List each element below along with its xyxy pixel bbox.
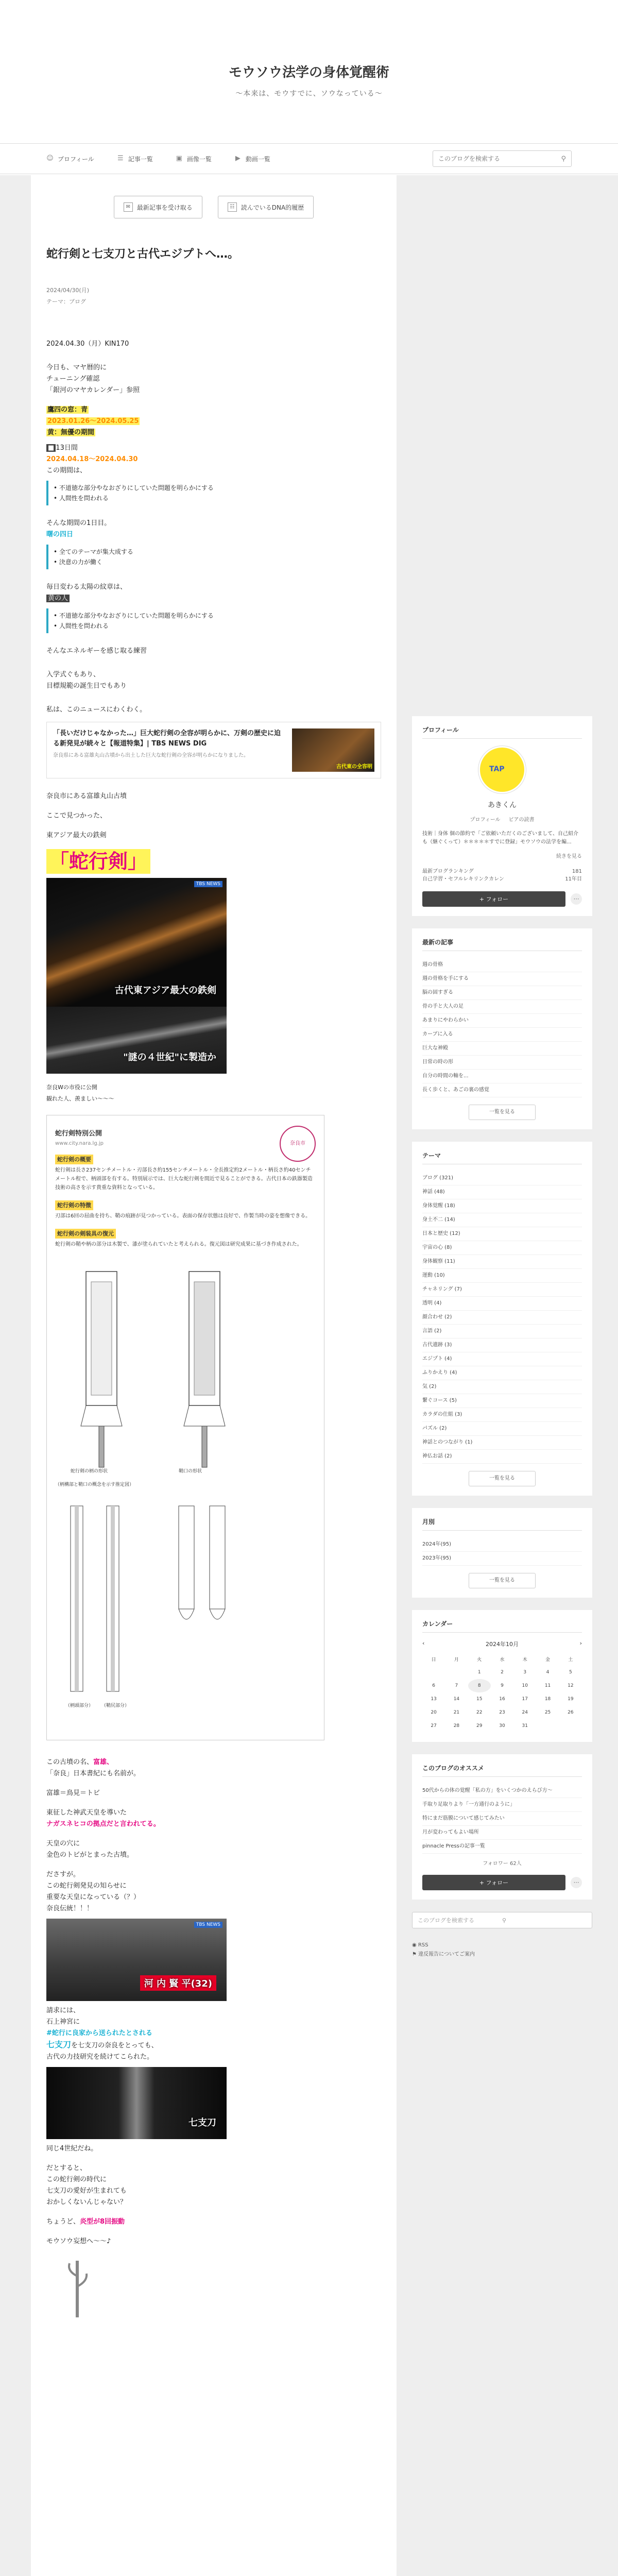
more-options-icon[interactable]: ⋯ xyxy=(571,893,582,905)
seen-text: ここで見つかった、 xyxy=(46,812,107,820)
theme-item[interactable]: ブログ (321) xyxy=(422,1172,582,1185)
theme-item[interactable]: 神話 (48) xyxy=(422,1185,582,1199)
calendar-weekday: 金 xyxy=(545,1657,551,1663)
recommend-item[interactable]: 手取り足取りより「一方通行のように」 xyxy=(422,1798,582,1812)
ranking-count: 181 xyxy=(572,869,582,874)
calendar-day xyxy=(559,1719,582,1733)
prev-month-icon[interactable]: ‹ xyxy=(422,1640,425,1647)
calendar-day[interactable]: 29 xyxy=(476,1723,483,1728)
main-column xyxy=(31,175,397,2576)
site-description: ～本来は、モウすでに、ソウなっている～ xyxy=(235,90,383,98)
calendar-day[interactable]: 15 xyxy=(476,1697,483,1702)
energy-text: そんなエネルギーを感じ取る練習 xyxy=(46,647,147,655)
post-date: 2024.04.30（月）KIN170 xyxy=(46,340,129,348)
diagram-label: 蛇行剣の柄の形状 xyxy=(71,1469,108,1474)
day13-label: 13日間 xyxy=(56,444,78,452)
calendar-day[interactable]: 13 xyxy=(431,1697,437,1702)
photo-watermark: TBS NEWS xyxy=(194,881,222,887)
calendar-day[interactable]: 27 xyxy=(431,1723,437,1728)
calendar-day[interactable]: 28 xyxy=(453,1723,460,1728)
museum-url: www.city.nara.lg.jp xyxy=(55,1141,104,1146)
after-text: 七支刀の愛好が生まれても xyxy=(46,2187,127,2195)
after-text: 天皇の穴に xyxy=(46,1840,80,1848)
calendar-day[interactable]: 23 xyxy=(499,1710,505,1715)
calendar-day[interactable]: 1 xyxy=(477,1670,481,1675)
widget-heading: カレンダー xyxy=(422,1619,582,1633)
recent-item[interactable]: 週の骨格 xyxy=(422,958,582,972)
after-text: おかしくないんじゃない？ xyxy=(46,2198,127,2206)
after-text: #蛇行に良家から送られたとされる xyxy=(46,2029,152,2037)
after-text: 古代の力技研究を続けてこられた。 xyxy=(46,2053,154,2061)
seven-branched-sword-photo[interactable] xyxy=(46,2067,227,2139)
theme-item[interactable]: チャネリング (7) xyxy=(422,1283,582,1297)
recent-item[interactable]: 骨の手と大人の足 xyxy=(422,1000,582,1014)
theme-item[interactable]: 身体覚醒 (18) xyxy=(422,1199,582,1213)
museum-section-heading: 蛇行剣の剣装具の復元 xyxy=(55,1229,116,1239)
share-row xyxy=(46,196,381,218)
calendar-day[interactable]: 18 xyxy=(544,1697,551,1702)
ranking-row xyxy=(422,868,582,883)
calendar-day[interactable]: 16 xyxy=(499,1697,505,1702)
sword-diagram-2 xyxy=(55,1496,333,1733)
theme-item[interactable]: 神話とのつながり (1) xyxy=(422,1436,582,1450)
calendar-day[interactable]: 6 xyxy=(432,1683,435,1688)
rss-link[interactable]: ◉ RSS xyxy=(412,1942,428,1948)
after-text: この蛇行剣発見の知らせに xyxy=(46,1882,127,1890)
interview-photo[interactable] xyxy=(46,1919,227,2001)
sword-photo-2[interactable] xyxy=(46,1007,227,1074)
dna-history-button[interactable]: ☷ 読んでいるDNA的履歴 xyxy=(218,196,314,218)
today-text-2: 曙の四日 xyxy=(46,531,74,538)
intro-line: チューニング確認 xyxy=(46,375,100,383)
calendar-weekday: 土 xyxy=(568,1657,573,1663)
news-link-card[interactable] xyxy=(46,722,381,778)
theme-widget xyxy=(412,1142,592,1496)
quote-block xyxy=(46,481,381,505)
recent-list-button[interactable]: 一覧を見る xyxy=(469,1105,536,1120)
museum-intro: 観れた人、羨ましい〜〜〜 xyxy=(46,1095,114,1102)
ranking-days: 11年目 xyxy=(565,876,582,882)
news-title: 「長いだけじゃなかった…」巨大蛇行剣の全容が明らかに、万剣の歴史に迫る新発見が続々と【報道特集】| TBS NEWS DIG xyxy=(53,730,281,748)
sword-diagram-1 xyxy=(55,1261,333,1478)
intro-line: 「銀河のマヤカレンダー」参照 xyxy=(46,386,140,394)
quote-item: • 不道徳な部分やなおざりにしていた問題を明らかにする xyxy=(54,611,376,621)
calendar-day[interactable]: 14 xyxy=(453,1697,460,1702)
quote-block xyxy=(46,608,381,633)
calendar-week xyxy=(422,1679,582,1692)
entry-date: 2024/04/30(月) xyxy=(46,287,89,294)
widget-heading: このブログのオススメ xyxy=(422,1764,582,1777)
calendar-day[interactable]: 17 xyxy=(522,1697,528,1702)
diagram-label: （柄頭部分） xyxy=(65,1703,94,1708)
entry-meta xyxy=(46,285,381,308)
calendar-day[interactable]: 5 xyxy=(569,1670,572,1675)
site-header xyxy=(0,0,618,134)
calendar-day xyxy=(445,1666,468,1679)
theme-item[interactable]: 繋ぐコース (5) xyxy=(422,1394,582,1408)
bell-icon: ✉ xyxy=(124,202,133,212)
next-month-icon[interactable]: › xyxy=(579,1640,582,1647)
recommend-item[interactable]: 特にまだ筋膜について感じてみたい xyxy=(422,1812,582,1826)
reader-link[interactable]: ビアの読書 xyxy=(508,817,535,823)
theme-item[interactable]: エジプト (4) xyxy=(422,1352,582,1366)
calendar-weekday: 木 xyxy=(522,1657,527,1663)
quote-item: • 不道徳な部分やなおざりにしていた問題を明らかにする xyxy=(54,483,376,493)
calendar-weekday: 月 xyxy=(454,1657,459,1663)
after-text: ださすが。 xyxy=(46,1871,80,1878)
widget-heading: 月別 xyxy=(422,1517,582,1531)
news-thumbnail: 古代東の全容明 xyxy=(292,728,374,772)
after-text: 同じ4世紀だね。 xyxy=(46,2145,98,2153)
after-text: この古墳の名、富雄、 xyxy=(46,1758,114,1766)
calendar-weekday: 日 xyxy=(431,1657,436,1663)
calendar-table xyxy=(422,1652,582,1733)
global-nav xyxy=(0,143,618,174)
archive-item[interactable]: 2023年(95) xyxy=(422,1552,582,1566)
profile-link[interactable]: プロフィール xyxy=(470,817,501,823)
after-text: 奈良伝統！！！ xyxy=(46,1905,94,1912)
intro-line: 今日も、マヤ暦的に xyxy=(46,364,107,371)
after-text: ちょうど、炎型が8回振動 xyxy=(46,2218,125,2226)
archive-item[interactable]: 2024年(95) xyxy=(422,1538,582,1552)
diagram-note: （柄構部と鞘口の概念を示す推定図） xyxy=(55,1482,134,1487)
calendar-weekday: 水 xyxy=(500,1657,505,1663)
after-text: 石上神宮に xyxy=(46,2018,80,2026)
wave-label: 黄：無優の期間 xyxy=(47,429,95,436)
user-icon: ☺ xyxy=(46,155,54,162)
calendar-day[interactable]: 26 xyxy=(568,1710,574,1715)
calendar-day[interactable]: 9 xyxy=(501,1683,504,1688)
sword-photo-1[interactable] xyxy=(46,878,227,1007)
calendar-day[interactable]: 24 xyxy=(522,1710,528,1715)
news-summary: 奈良県にある富雄丸山古墳から出土した巨大な蛇行剣の全容が明らかになりました。 xyxy=(53,753,249,758)
archive-widget xyxy=(412,1508,592,1598)
widget-heading: プロフィール xyxy=(422,725,582,739)
recommend-item[interactable]: 月が変わってもよい場所 xyxy=(422,1826,582,1840)
museum-title: 蛇行剣特別公開 xyxy=(55,1130,102,1138)
museum-section-heading: 蛇行剣の特徴 xyxy=(55,1200,93,1210)
rss-icon: ◉ xyxy=(412,1942,418,1948)
today-text: そんな期間の1日目。 xyxy=(46,519,111,527)
image-icon: ▣ xyxy=(176,155,182,162)
recommend-widget xyxy=(412,1754,592,1900)
calendar-day[interactable]: 30 xyxy=(499,1723,505,1728)
list-icon: ☰ xyxy=(117,155,124,162)
calendar-weekday: 火 xyxy=(477,1657,482,1663)
recent-item[interactable]: 週の骨格を手にする xyxy=(422,972,582,986)
calendar-day[interactable]: 4 xyxy=(546,1670,550,1675)
nav-search-box[interactable] xyxy=(433,150,572,167)
calendar-week xyxy=(422,1692,582,1706)
theme-item[interactable]: ふりかえり (4) xyxy=(422,1366,582,1380)
theme-item[interactable]: カラダの仕組 (3) xyxy=(422,1408,582,1422)
theme-item[interactable]: 日本と歴史 (12) xyxy=(422,1227,582,1241)
museum-section-text: 蛇行剣の鞘や柄の部分は木製で、漆が塗られていたと考えられる。復元図は研究成果に基づき作成された。 xyxy=(55,1242,302,1247)
theme-item[interactable]: 気 (2) xyxy=(422,1380,582,1394)
calendar-day[interactable]: 8 xyxy=(468,1679,491,1692)
entry-title[interactable]: 蛇行剣と七支刀と古代エジプトへ…。 xyxy=(46,248,239,261)
after-text: 金色のトビがとまった古墳。 xyxy=(46,1851,134,1859)
recent-widget xyxy=(412,928,592,1129)
nav-item-videos[interactable]: ▶ 動画一覧 xyxy=(235,155,270,163)
calendar-widget xyxy=(412,1610,592,1742)
recommend-item[interactable]: 50代からの体の覚醒「私の方」をいくつかのえらび方〜 xyxy=(422,1784,582,1798)
avatar[interactable]: TAP xyxy=(478,746,526,793)
photo-watermark: TBS NEWS xyxy=(194,1922,222,1928)
quote-item: • 決意の力が働く xyxy=(54,557,376,567)
nav-item-images[interactable]: ▣ 画像一覧 xyxy=(176,155,212,163)
theme-item[interactable]: 古代遺跡 (3) xyxy=(422,1338,582,1352)
sidebar-search-placeholder: このブログを検索する xyxy=(418,1917,474,1924)
report-link[interactable]: ⚑ 違反報告についてご案内 xyxy=(412,1952,475,1957)
calendar-day[interactable]: 3 xyxy=(523,1670,527,1675)
after-text: ナガスネヒコの拠点だと言われてる。 xyxy=(46,1820,160,1828)
subscribe-button[interactable]: ✉ 最新記事を受け取る xyxy=(114,196,202,218)
sun-text: 毎日変わる太陽の紋章は、 xyxy=(46,583,127,591)
calendar-day[interactable]: 31 xyxy=(522,1723,528,1728)
calendar-title: 2024年10月 xyxy=(486,1641,519,1648)
theme-list-button[interactable]: 一覧を見る xyxy=(469,1471,536,1486)
theme-item[interactable]: 言語 (2) xyxy=(422,1325,582,1338)
calendar-day[interactable]: 19 xyxy=(568,1697,574,1702)
recent-item[interactable]: 自分の時間の軸を... xyxy=(422,1070,582,1083)
quote-item: • 人間性を問われる xyxy=(54,493,376,503)
calendar-day[interactable]: 25 xyxy=(544,1710,551,1715)
archive-list-button[interactable]: 一覧を見る xyxy=(469,1573,536,1588)
photo-caption: 河 内 賢 平(32) xyxy=(140,1975,216,1991)
day13-badge: ■ xyxy=(46,444,56,452)
more-link[interactable]: 続きを見る xyxy=(556,854,582,859)
calendar-day[interactable]: 10 xyxy=(522,1683,528,1688)
museum-section-heading: 蛇行剣の概要 xyxy=(55,1155,93,1164)
photo-caption: "謎の４世紀"に製造か xyxy=(123,1052,216,1063)
date-range-2: 2024.04.18〜2024.04.30 xyxy=(46,455,138,463)
museum-link-card[interactable] xyxy=(46,1115,324,1740)
calendar-day[interactable]: 11 xyxy=(544,1683,551,1688)
flag-icon: ⚑ xyxy=(412,1952,419,1957)
sidebar-search-box[interactable] xyxy=(412,1912,592,1928)
date-range-1: 2023.01.26〜2024.05.25 xyxy=(47,417,139,425)
after-text: だとすると、 xyxy=(46,2164,87,2172)
follow-button[interactable]: + フォロー xyxy=(422,1875,565,1890)
photo-caption: 古代東アジア最大の鉄剣 xyxy=(114,985,216,996)
search-icon[interactable]: ⚲ xyxy=(561,155,566,163)
calendar-day[interactable]: 22 xyxy=(476,1710,483,1715)
follow-button[interactable]: + フォロー xyxy=(422,891,565,907)
sidebar xyxy=(412,716,592,1959)
search-icon[interactable]: ⚲ xyxy=(502,1917,507,1924)
museum-section-text: 刃部は6回の屈曲を持ち、鞘の痕跡が見つかっている。表面の保存状態は良好で、作製当時の姿を想像できる。 xyxy=(55,1213,311,1219)
calendar-day[interactable]: 12 xyxy=(568,1683,574,1688)
sheath-drawing xyxy=(55,1496,333,1717)
ranking-link[interactable]: 最新ブログランキング xyxy=(422,869,474,874)
theme-item[interactable]: 透明 (4) xyxy=(422,1297,582,1311)
theme-item[interactable]: 身土不二 (14) xyxy=(422,1213,582,1227)
recent-item[interactable]: 脳の固すぎる xyxy=(422,986,582,1000)
east-text: 東アジア最大の鉄剣 xyxy=(46,832,107,839)
recent-item[interactable]: 長く歩くと、あごの裏の感覚 xyxy=(422,1083,582,1097)
nav-item-profile[interactable]: ☺ プロフィール xyxy=(46,155,94,163)
follower-count: フォロワー 62人 xyxy=(483,1861,522,1867)
after-text: 「奈良」日本書紀にも名前が。 xyxy=(46,1770,141,1777)
calendar-day[interactable]: 21 xyxy=(453,1710,460,1715)
theme-item[interactable]: 顔合わせ (2) xyxy=(422,1311,582,1325)
museum-section-text: 蛇行剣は長さ237センチメートル・刃部長さ約155センチメートル・全長推定約2メートル・柄長さ約40センチメートル程で、柄頭部を有する。特別展示では、巨大な蛇行剣を間近で見ることができる。古代日本の鉄器製造技術の高さを示す貴重な資料となっている。 xyxy=(55,1167,313,1191)
museum-intro: 奈良Wの市役に公開 xyxy=(46,1084,97,1091)
after-text: モウソウ妄想へ〜〜♪ xyxy=(46,2238,111,2245)
photo-caption: 七支刀 xyxy=(188,2117,216,2128)
calendar-day[interactable]: 2 xyxy=(501,1670,504,1675)
diagram-label: 鞘口の形状 xyxy=(179,1469,202,1474)
calendar-day[interactable]: 20 xyxy=(431,1710,437,1715)
more-options-icon[interactable]: ⋯ xyxy=(571,1877,582,1888)
calendar-week xyxy=(422,1666,582,1679)
after-text: 請求には、 xyxy=(46,2007,80,2014)
big-sword-heading: 「蛇行剣」 xyxy=(46,849,150,874)
footer-links xyxy=(412,1941,592,1959)
quote-item: • 全てのテーマが集大成する xyxy=(54,547,376,557)
moon-text: 入学式ぐもあり、 xyxy=(46,671,100,679)
moon-text: 目標規範の誕生日でもあり xyxy=(46,682,127,690)
nav-item-articles[interactable]: ☰ 記事一覧 xyxy=(117,155,153,163)
theme-item[interactable]: パズル (2) xyxy=(422,1422,582,1436)
calendar-week xyxy=(422,1719,582,1733)
entry-category[interactable]: テーマ：ブログ xyxy=(46,298,86,305)
quote-block xyxy=(46,545,381,569)
recent-item[interactable]: 巨大な神殿 xyxy=(422,1042,582,1056)
place-text: 奈良市にある富雄丸山古墳 xyxy=(46,792,127,800)
profile-widget xyxy=(412,716,592,916)
widget-heading: テーマ xyxy=(422,1151,582,1164)
after-text: 富雄＝鳥見＝トビ xyxy=(46,1789,100,1797)
nav-search-input[interactable] xyxy=(438,155,561,162)
diagram-label: （鞘尻部分） xyxy=(101,1703,130,1708)
site-title[interactable]: モウソウ法学の身体覚醒術 xyxy=(228,65,389,80)
theme-item[interactable]: 宇宙の心 (8) xyxy=(422,1241,582,1255)
news-intro: 私は、このニュースにわくわく。 xyxy=(46,706,147,714)
sword-drawing xyxy=(55,1261,333,1478)
recent-item[interactable]: カーブに入る xyxy=(422,1028,582,1042)
profile-description: 技術｜身体 個の節約で「ご依頼いただくのございまして、自己紹介も（継ぐくって）＊＊＊＊＊すでに登録」モウソウの法学を編... xyxy=(422,831,578,845)
after-text: 東征した神武天皇を導いた xyxy=(46,1809,127,1817)
calendar-day[interactable]: 7 xyxy=(455,1683,458,1688)
calendar-day xyxy=(536,1719,559,1733)
book-icon: ☷ xyxy=(228,202,237,212)
theme-item[interactable]: 身体観察 (11) xyxy=(422,1255,582,1269)
content-wrap xyxy=(0,175,618,2576)
video-icon: ▶ xyxy=(235,155,241,162)
theme-item[interactable]: 運動 (10) xyxy=(422,1269,582,1283)
calendar-week xyxy=(422,1706,582,1719)
recommend-item[interactable]: pinnacle Pressの記事一覧 xyxy=(422,1840,582,1854)
recent-item[interactable]: 日常の時の形 xyxy=(422,1056,582,1070)
after-text: 七支刀を七支刀の奈良をとっても、 xyxy=(46,2040,158,2049)
period-text: この期間は、 xyxy=(46,467,87,474)
profile-name[interactable]: あきくん xyxy=(488,801,517,809)
quote-item: • 人間性を問われる xyxy=(54,621,376,631)
recent-item[interactable]: あまりにやわらかい xyxy=(422,1014,582,1028)
widget-heading: 最新の記事 xyxy=(422,938,582,951)
bird-window-label: 鷹四の窓：青 xyxy=(47,406,88,414)
calendar-day xyxy=(422,1666,445,1679)
ranking-sub[interactable]: 自己学習・セフルレキリンクカレン xyxy=(422,876,504,882)
theme-item[interactable]: 神仏お話 (2) xyxy=(422,1450,582,1464)
sun-label: 黄の人 xyxy=(46,595,70,602)
after-text: この蛇行剣の時代に xyxy=(46,2176,107,2183)
nara-city-seal-icon: 奈良市 xyxy=(280,1126,316,1162)
sword-sketch xyxy=(46,2256,108,2323)
after-text: 重要な天皇になっている（？） xyxy=(46,1893,141,1901)
